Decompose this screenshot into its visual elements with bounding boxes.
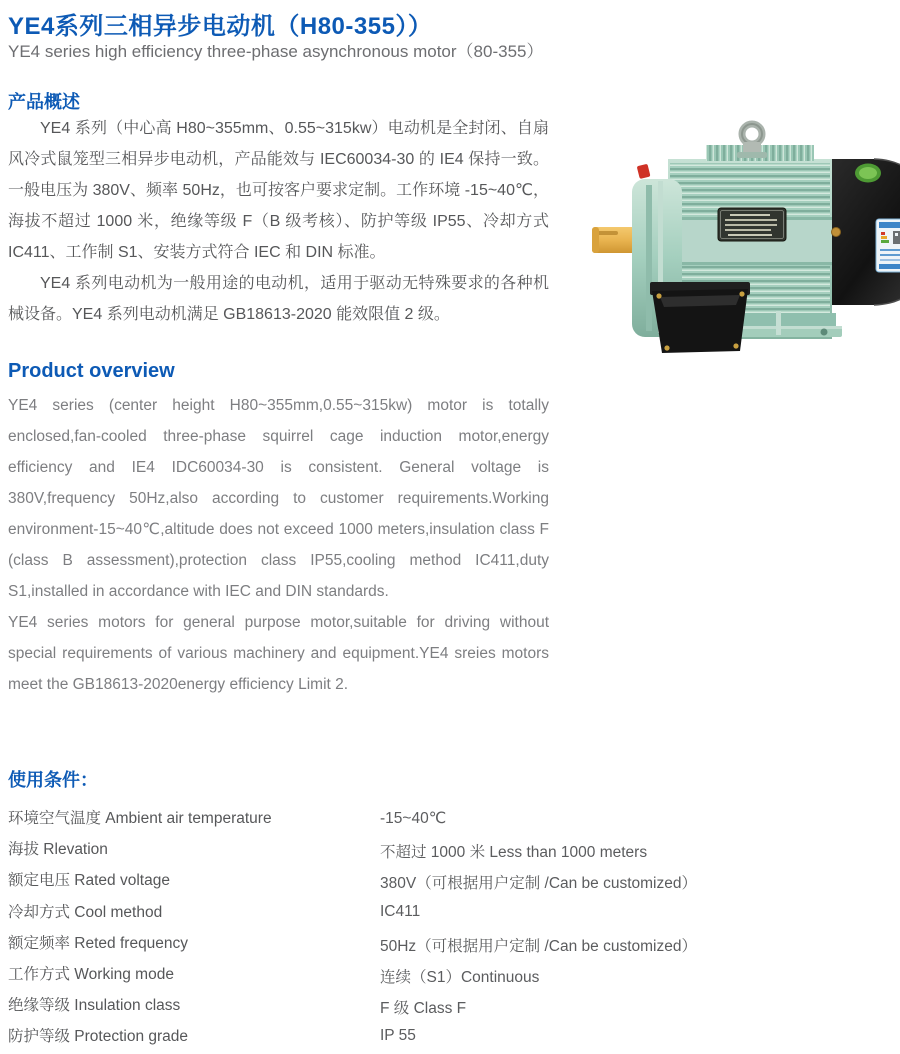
junction-box: [650, 282, 750, 353]
usage-row-insulation-class: [8, 993, 888, 1024]
usage-row-rated-frequency: [8, 931, 888, 962]
usage-value: 380V（可根据用户定制 /Can be customized）: [380, 875, 697, 893]
usage-value: F 级 Class F: [380, 1000, 467, 1018]
usage-label: 额定电压 Rated voltage: [8, 872, 170, 890]
usage-label: 工作方式 Working mode: [8, 965, 174, 983]
cover-screw: [832, 228, 841, 237]
usage-row-working-mode: [8, 962, 888, 993]
overview-en-text: [8, 390, 549, 700]
usage-label: 绝缘等级 Insulation class: [8, 997, 181, 1015]
overview-en-paragraph-2: YE4 series motors for general purpose motor,suitable for driving without special requirements of various machinery and equipment.YE4 sreies motors meet the GB18613-2020energy efficiency Limit 2.: [8, 614, 549, 693]
usage-label: 防护等级 Protection grade: [8, 1028, 189, 1046]
overview-cn-paragraph-2: YE4 系列电动机为一般用途的电动机，适用于驱动无特殊要求的各种机械设备。YE4 系列电动机满足 GB18613-2020 能效限值 2 级。: [8, 275, 549, 323]
usage-value: IP 55: [380, 1027, 416, 1045]
usage-row-ambient-temperature: [8, 806, 888, 837]
overview-en-paragraph-1: YE4 series (center height H80~355mm,0.55~315kw) motor is totally enclosed,fan-cooled three-phase squirrel cage induction motor,energy efficiency and IE4 IDC60034-30 is consistent. General voltage is 380V,frequency 50Hz,also according to customer requirements.Working environment-15~40℃,altitude does not exceed 1000 meters,insulation class F (class B assessment),protection class IP55,cooling method IC411,duty S1,installed in accordance with IEC and DIN standards.: [8, 397, 549, 600]
usage-value: 连续（S1）Continuous: [380, 968, 540, 986]
energy-efficiency-label: [876, 219, 900, 272]
section-heading-overview-en: Product overview: [8, 360, 175, 382]
motor-illustration: [590, 119, 900, 364]
lifting-eyebolt: [706, 124, 814, 161]
motor-product-photo: [590, 119, 900, 364]
usage-value: -15~40℃: [380, 810, 447, 827]
usage-row-cool-method: [8, 900, 888, 931]
green-qc-sticker-inner: [859, 167, 877, 179]
usage-label: 海拔 Rlevation: [8, 841, 108, 859]
usage-row-rated-voltage: [8, 868, 888, 899]
usage-conditions-heading: 使用条件：: [8, 770, 98, 790]
usage-conditions-section: [8, 766, 888, 1054]
drain-plug-red: [637, 164, 651, 179]
usage-row-elevation: [8, 837, 888, 868]
page-subtitle: YE4 series high efficiency three-phase asynchronous motor（80-355）: [8, 42, 544, 61]
overview-cn-text: [8, 113, 549, 330]
overview-cn-paragraph-1: YE4 系列（中心高 H80~355mm、0.55~315kw）电动机是全封闭、自扇风冷式鼠笼型三相异步电动机，产品能效与 IEC60034-30 的 IE4 保持一致。一般电压为 380V、频率 50Hz，也可按客户要求定制。工作环境 -15~40℃，海拔不超过 1000 米，绝缘等级 F（B 级考核）、防护等级 IP55、冷却方式 IC411、工作制 S1、安装方式符合 IEC 和 DIN 标准。: [8, 120, 549, 261]
usage-label: 额定频率 Reted frequency: [8, 934, 189, 952]
usage-value: IC411: [380, 902, 421, 920]
usage-value: 不超过 1000 米 Less than 1000 meters: [380, 844, 648, 862]
usage-label: 冷却方式 Cool method: [8, 903, 163, 921]
usage-value: 50Hz（可根据用户定制 /Can be customized）: [380, 937, 697, 955]
page-title: YE4系列三相异步电动机（H80-355））: [8, 13, 433, 40]
nameplate: [718, 208, 786, 241]
usage-label: 环境空气温度 Ambient air temperature: [8, 810, 272, 827]
usage-row-protection-grade: [8, 1024, 888, 1054]
section-heading-overview-cn: 产品概述: [8, 92, 80, 112]
